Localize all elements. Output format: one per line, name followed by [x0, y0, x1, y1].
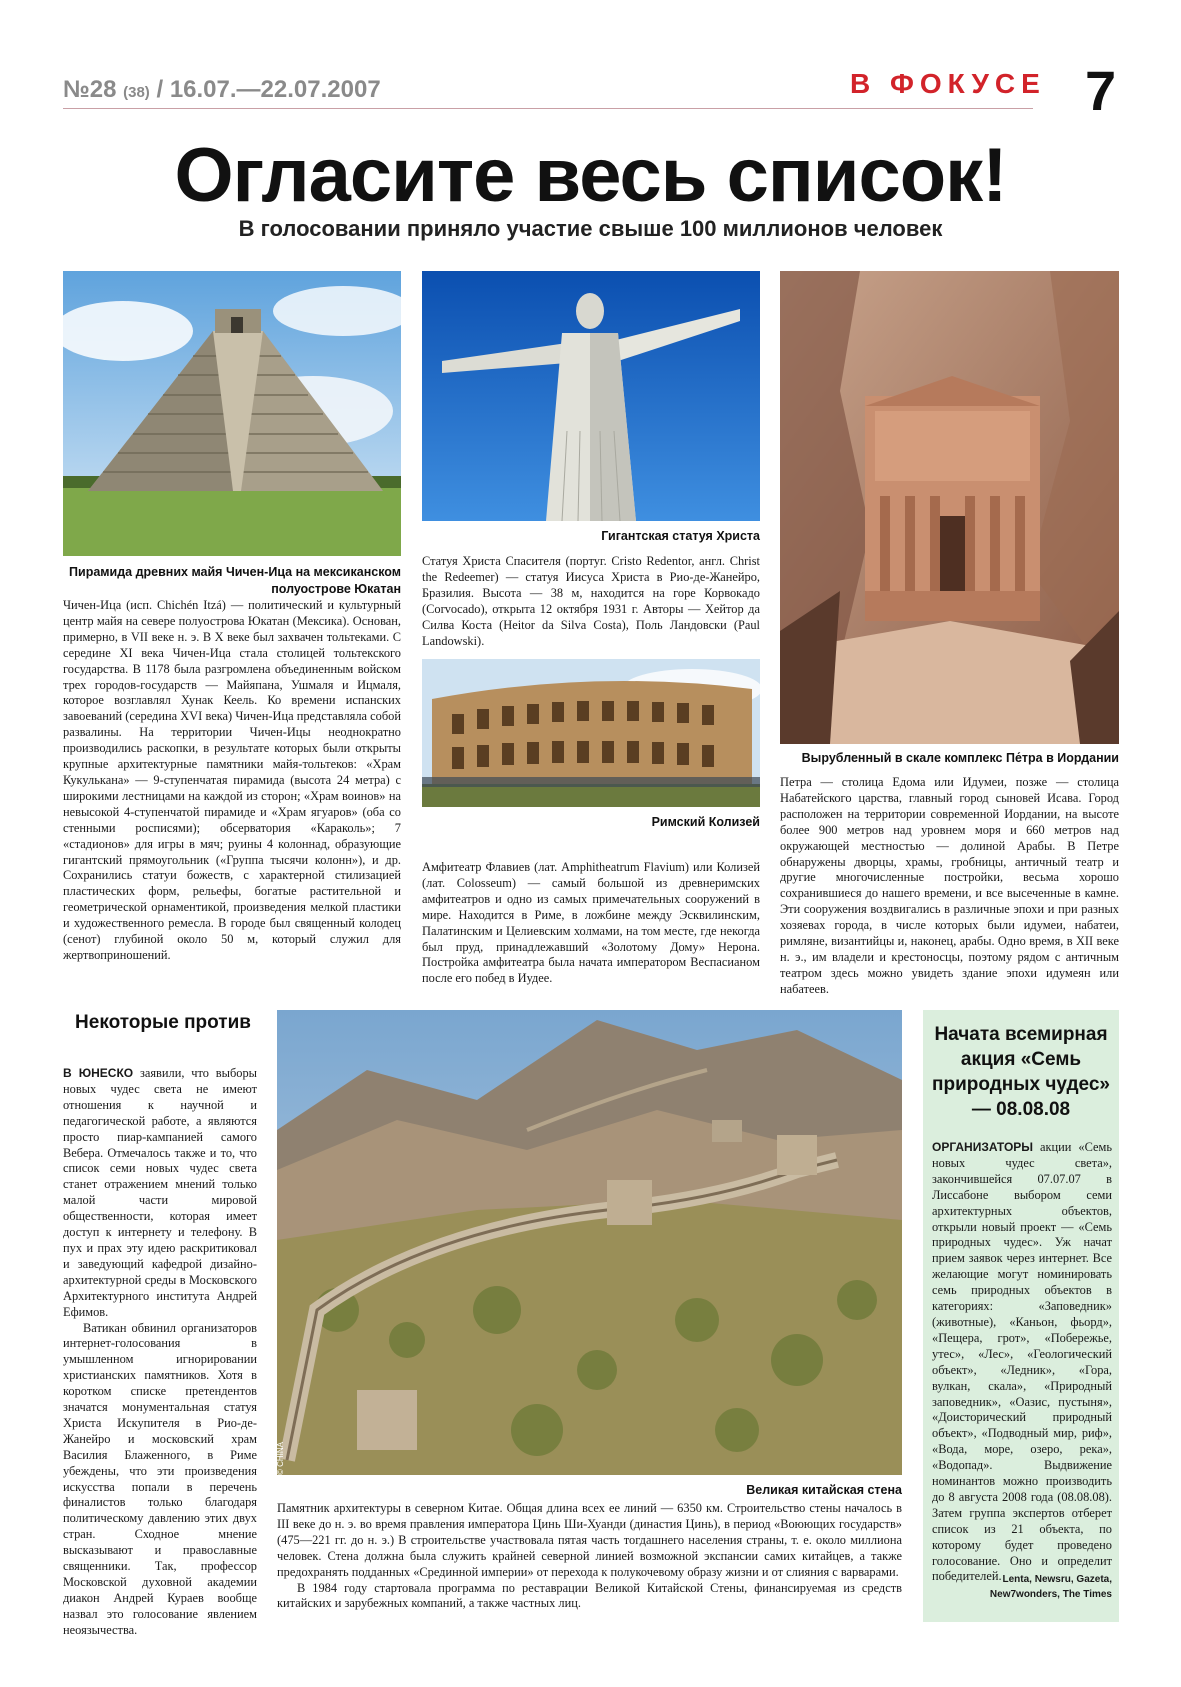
section-label: В ФОКУСЕ — [850, 68, 1046, 99]
petra-credit: © SMART VIRAL — [766, 678, 775, 740]
natural-wonders-title: Начата всемирная акция «Семь природных чудес» — 08.08.08 — [932, 1024, 1110, 1120]
pyramid-caption: Пирамида древних майя Чичен-Ица на мексиканском полуострове Юкатан — [69, 565, 401, 596]
christ-article: Статуя Христа Спасителя (португ. Cristo Redentor, англ. Christ the Redeemer) — статуя Иисуса Христа в Рио-де-Жанейро, Бразилия. Высота — 38 м, находится на горе Корвокадо (Corvocado), открыта 12 октября 1931 г. Авторы — Хейтор да Силва Коста (Heitor da Silva Costa), Поль Ландовски (Paul Landowski). — [422, 554, 760, 648]
colosseum-photo — [422, 659, 760, 807]
natural-wonders-lead: ОРГАНИЗАТОРЫ — [932, 1140, 1034, 1154]
great-wall-credit: © CHINA — [276, 1441, 285, 1475]
issue-info — [63, 76, 381, 104]
issue-number: №28 — [63, 76, 117, 103]
natural-wonders-body: акции «Семь новых чудес света», закончившейся 07.07.07 в Лиссабоне выбором семи архитектурных объектов, открыли новый проект — «Семь природных чудес». Уж начат прием заявок через интернет. Все желающие могут номинировать семь природных объектов в категориях: «Заповедник» (животные), «Каньон, фьорд», «Пещера, грот», «Побережье, утес», «Лес», «Геологический объект», «Ледник», «Гора, вулкан, скала», «Природный заповедник», «Оазис, пустыня», «Доисторический природный объект», «Подводный мир, риф», «Вода, море, озеро, река», «Водопад». Выдвижение номинантов можно производить до 8 августа 2008 года (08.08.08). Затем группа экспертов отберет список из 21 объекта, по которому будет проведено голосование. Оно и определит победителей. — [932, 1140, 1112, 1584]
sidebar-left-lead: В ЮНЕСКО — [63, 1066, 134, 1080]
great-wall-p2: В 1984 году стартовала программа по реставрации Великой Китайской Стены, финансируемая из средств китайских и зарубежных компаний, а также частных лиц. — [277, 1580, 902, 1611]
sidebar-left-p1: заявили, что выборы новых чудес света не имеют отношения к научной и педагогической работе, а являются просто пиар-кампанией самого Вебера. Отмечалось также и то, что список семи новых чудес света станет отражением мнений только малой части мировой общественности, которая имеет доступ к интернету и телефону. В пух и прах эту идею раскритиковал и заведующий кафедрой дизайно-архитектурной среды в Московского Архитектурного института Андрей Ефимов. — [63, 1066, 258, 1319]
chichen-itza-article: Чичен-Ица (исп. Chichén Itzá) — политический и культурный центр майя на севере полуострова Юкатан (Мексика). Основан, примерно, в VII веке н. э. В X веке был захвачен тольтеками. С середине XI века Чичен-Ица стала столицей тольтекского государства. В 1178 была разгромлена объединенным войском трех городов-государств — Майяпана, Ушмаля и Ицмаля, которое возглавлял Хунак Кеель. Ко времени испанских завоеваний (середина XVI века) Чичен-Ица представляла собой развалины. На территории Чичен-Ицы неоднократно производились раскопки, в результате которых были открыты крупные архитектурные памятники майя-тольтеков: «Храм Кукулькана» — 9-ступенчатая пирамида (высота 24 метра) с широкими лестницами на каждой из сторон; «Храм воинов» на невысокой 4-ступенчатой пирамиде и «Храм ягуаров» (оба со стенными росписями); обсерватория «Караколь»; 7 «стадионов» для игры в мяч; руины 4 колоннад, образующие гигантский прямоугольник («Группа тысячи колонн»), и др. Сохранились статуи божеств, с характерной стилизацией пластических форм, рельефы, богатые растительной и геометрической орнаментикой, произведения мелкой пластики и художественного ремесла. В городе был священный колодец (сенот) глубиной около 50 м, который служил для жертвоприношений. — [63, 598, 401, 962]
issue-dates: / 16.07.—22.07.2007 — [149, 76, 381, 103]
sidebar-left-p2: Ватикан обвинил организаторов интернет-голосования в умышленном игнорировании христианских памятников. Хотя в коротком списке претендентов значатся монументальная статуя Христа Искупителя в Рио-де-Жанейро и московский храм Василия Блаженного, в Риме убеждены, что эти произведения искусства попали в перечень финалистов только благодаря политическому давлению этих двух стран. Сходное мнение высказывают и православные священники. Так, профессор Московской духовной академии диакон Андрей Кураев вообще назвал это голосование явлением неоязычества. — [63, 1320, 257, 1637]
great-wall-photo — [277, 1010, 902, 1475]
christ-caption: Гигантская статуя Христа — [601, 529, 760, 543]
great-wall-p1: Памятник архитектуры в северном Китае. Общая длина всех ее линий — 6350 км. Строительство стены началось в III веке до н. э. во время правления императора Цинь Ши-Хуанди (династия Цинь), в период «Воюющих государств» (475—221 гг. до н. э.) В строительстве участвовала пятая часть тогдашнего населения страны, т. е. около миллиона человек. Стена должна была служить крайней северной линией возможной экспансии самих китайцев, а также предохранять подданных «Срединной империи» от перехода к полукочевому образу жизни и от слияния с варварами. — [277, 1501, 902, 1579]
header-rule — [63, 108, 1033, 109]
colosseum-article: Амфитеатр Флавиев (лат. Amphitheatrum Flavium) или Колизей (лат. Colosseum) — самый большой из древнеримских амфитеатров и одно из самых примечательных сооружений в мире. Находится в Риме, в ложбине между Эсквилинским, Палатинским и Целиевским холмами, на том месте, где некогда был пруд, принадлежавший «Золотому Дому» Нерона. Постройка амфитеатра была начата императором Веспасианом после его побед в Иудее. — [422, 860, 760, 986]
great-wall-caption: Великая китайская стена — [746, 1483, 902, 1497]
natural-wonders-sources: Lenta, Newsru, Gazeta, New7wonders, The Times — [989, 1574, 1112, 1600]
issue-sub: (38) — [123, 84, 150, 101]
christ-credit: © GSEANB — [408, 272, 417, 314]
headline: Огласите весь список! — [174, 133, 1007, 218]
natural-wonders-text — [932, 1140, 1112, 1585]
christ-photo — [422, 271, 760, 521]
pyramid-credit: © KYLE SIMOURD — [404, 486, 413, 555]
petra-caption: Вырубленный в скале комплекс Пе́тра в Иордании — [801, 751, 1119, 765]
colosseum-credit: © EQUILIBRIUM — [408, 745, 417, 806]
petra-photo — [780, 271, 1119, 744]
page-number: 7 — [1085, 59, 1117, 122]
great-wall-article — [277, 1501, 902, 1612]
pyramid-photo — [63, 271, 401, 556]
subheadline: В голосовании приняло участие свыше 100 миллионов человек — [238, 216, 943, 241]
petra-article: Петра — столица Едома или Идумеи, позже — столица Набатейского царства, главный город сыновей Исава. Город расположен на территории современной Иордании, на высоте более 900 метров над уровнем моря и 660 метров над окружающей местностью — долиной Арабы. В Петре обнаружены дворцы, храмы, гробницы, античный театр и другие многочисленные постройки, весьма хорошо сохранившиеся до нашего времени, и все высеченные в камне. Эти сооружения воздвигались в различные эпохи и при разных хозяевах города, в числе которых были идумеи, набатеи, римляне, византийцы и, наконец, арабы. Одно время, в XII веке н. э., им владели и крестоносцы, поэтому рядом с античным театром здесь можно увидеть здание эпохи идумеян или набатеев. — [780, 775, 1119, 996]
sidebar-left-title: Некоторые против — [75, 1012, 251, 1033]
colosseum-caption: Римский Колизей — [651, 815, 760, 829]
sidebar-left-text — [63, 1066, 257, 1639]
